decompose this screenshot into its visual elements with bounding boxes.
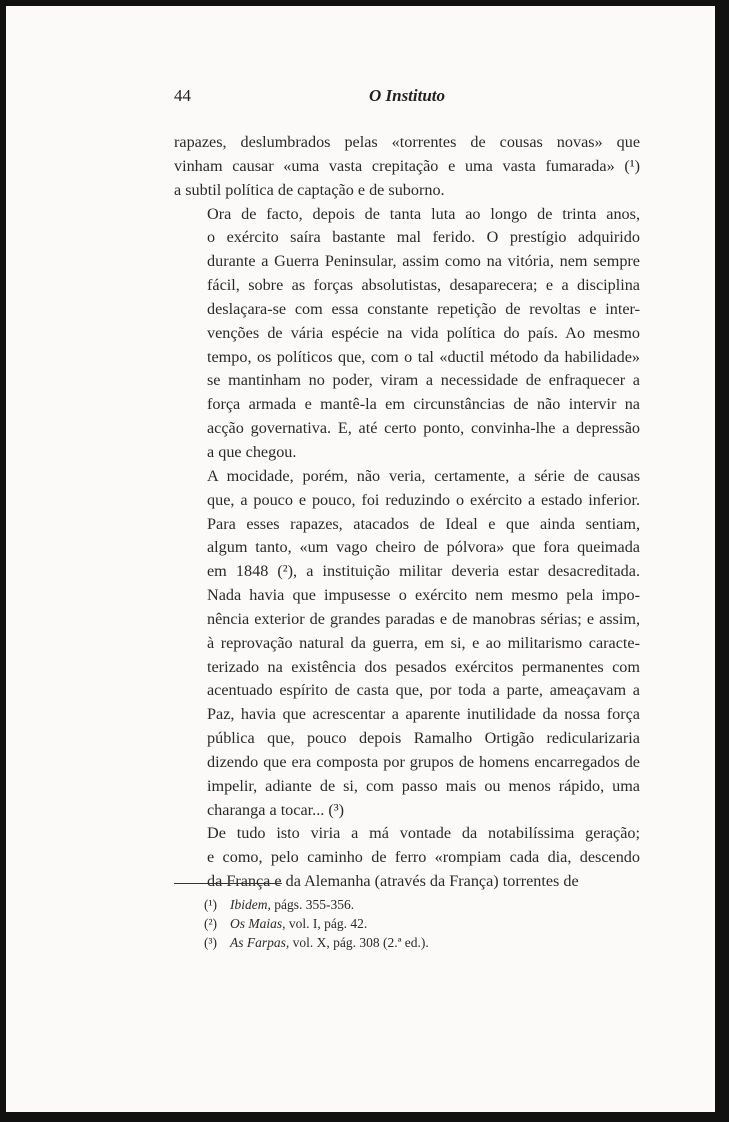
text-line: terizado na existência dos pesados exércitos permanentes com [207,657,640,676]
running-title: O Instituto [368,86,446,105]
footnote-reference: vol. I, pág. 42. [285,916,368,931]
text-line: impelir, adiante de si, com passo mais ou menos rápido, uma [207,776,640,795]
text-line: deslaçara-se com essa constante repetição de revoltas e inter- [207,299,640,318]
text-line: Para esses rapazes, atacados de Ideal e que ainda sentiam, [207,514,640,533]
text-line: Nada havia que impusesse o exército nem mesmo pela impo- [207,586,640,605]
footnote [204,914,640,933]
text-line: a que chegou. [207,442,297,461]
text-line: charanga a tocar... (³) [207,800,344,819]
text-line: tempo, os políticos que, com o tal «ductil método da habilidade» [207,347,640,366]
text-line: se mantinham no poder, viram a necessidade de enfraquecer a [207,371,640,390]
text-line: A mocidade, porém, não veria, certamente, a série de causas [207,466,640,485]
text-line: pública que, pouco depois Ramalho Ortigão redicularizaria [207,729,640,748]
footnotes [204,895,640,952]
footnote-title: Os Maias, [230,916,286,931]
body-text [174,131,640,894]
text-line: da França e da Alemanha (através da França) torrentes de [207,872,579,891]
footnote-mark: (¹) [204,897,218,912]
text-line: acção governativa. E, até certo ponto, convinha-lhe a depressão [207,419,640,438]
footnote-mark: (³) [204,935,218,950]
text-line: De tudo isto viria a má vontade da notabilíssima geração; [207,824,640,843]
page-number: 44 [174,86,191,105]
text-line: dizendo que era composta por grupos de homens encarregados de [207,752,640,771]
paragraph [174,131,640,203]
text-line: o exército saíra bastante mal ferido. O prestígio adquirido [207,228,640,247]
page-header [174,86,640,110]
footnote-rule [174,883,282,884]
paragraph [174,465,640,823]
text-line: em 1848 (²), a instituição militar deveria estar desacreditada. [207,562,640,581]
text-line: Ora de facto, depois de tanta luta ao longo de trinta anos, [207,204,640,223]
text-line: nência exterior de grandes paradas e de manobras sérias; e assim, [207,609,640,628]
text-line: vinham causar «uma vasta crepitação e uma vasta fumarada» (¹) [174,156,640,175]
footnote-reference: págs. 355-356. [270,897,355,912]
text-line: Paz, havia que acrescentar a aparente inutilidade da nossa força [207,705,640,724]
text-line: que, a pouco e pouco, foi reduzindo o exército a estado inferior. [207,490,640,509]
text-line: acentuado espírito de casta que, por toda a parte, ameaçavam a [207,681,640,700]
footnote-reference: vol. X, pág. 308 (2.ª ed.). [289,935,429,950]
text-line: rapazes, deslumbrados pelas «torrentes de cousas novas» que [174,133,640,151]
footnote [204,933,640,952]
text-line: à reprovação natural da guerra, em si, e ao militarismo caracte- [207,633,640,652]
text-line: fácil, sobre as forças absolutistas, desaparecera; e a disciplina [207,276,640,295]
footnote-mark: (²) [204,916,218,931]
text-line: e como, pelo caminho de ferro «rompiam cada dia, descendo [207,848,640,867]
paragraph [174,203,640,465]
footnote-title: Ibidem, [230,897,271,912]
text-line: durante a Guerra Peninsular, assim como na vitória, nem sempre [207,252,640,271]
text-line: venções de vária espécie na vida política do país. Ao mesmo [207,323,640,342]
text-line: a subtil política de captação e de suborno. [174,180,445,199]
footnote [204,895,640,914]
text-line: força armada e mantê-la em circunstâncias de não intervir na [207,395,640,414]
footnote-title: As Farpas, [230,935,290,950]
text-line: algum tanto, «um vago cheiro de pólvora» que fora queimada [207,538,640,557]
